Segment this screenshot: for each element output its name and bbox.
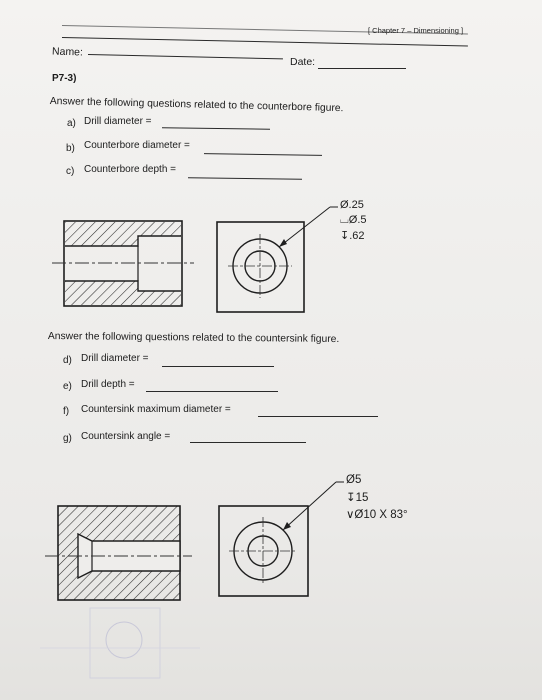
counterbore-instruction: Answer the following questions related to the counterbore figure. [49,96,344,115]
question-f-text: Countersink maximum diameter = [81,404,231,415]
countersink-callout-depth: ↧15 [346,492,369,504]
question-g-text: Countersink angle = [81,431,171,442]
problem-number: P7-3) [52,73,77,84]
question-c-letter: c) [66,166,75,177]
question-g-letter: g) [63,433,72,444]
question-b-letter: b) [66,143,75,154]
question-e-text: Drill depth = [81,379,135,390]
question-e-letter: e) [63,381,72,392]
counterbore-callout-drill: Ø.25 [340,199,364,211]
question-f-letter: f) [63,406,70,417]
question-d-text: Drill diameter = [81,353,149,364]
question-a-text: Drill diameter = [84,116,152,127]
name-label: Name: [51,45,84,59]
counterbore-callout-depth: ↧.62 [340,230,365,242]
chapter-label: [ Chapter 7 – Dimensioning ] [368,26,464,35]
countersink-instruction: Answer the following questions related to the countersink figure. [47,331,340,346]
question-b-text: Counterbore diameter = [84,140,190,151]
counterbore-callout-cbore: ⌴Ø.5 [340,214,367,226]
question-d-letter: d) [63,355,72,366]
question-a-letter: a) [67,118,76,129]
question-c-text: Counterbore depth = [84,164,177,175]
countersink-callout-drill: Ø5 [346,474,362,486]
date-label: Date: [290,56,316,68]
countersink-callout-csink: ∨Ø10 X 83° [346,509,408,521]
